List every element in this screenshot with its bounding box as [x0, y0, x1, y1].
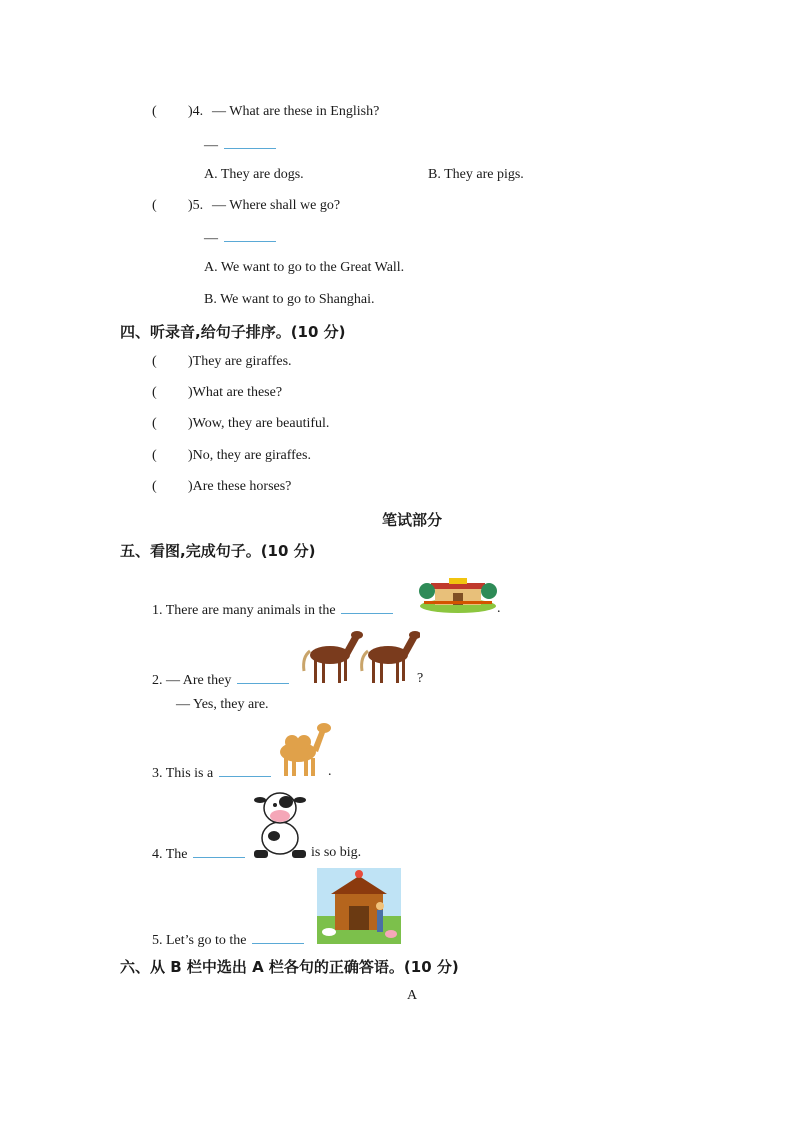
option-b: B. We want to go to Shanghai.	[204, 292, 375, 307]
answer-blank[interactable]	[193, 845, 245, 858]
sentence-end: .	[497, 601, 501, 616]
answer-blank[interactable]	[219, 764, 271, 777]
answer-line: —	[204, 229, 278, 247]
answer-blank[interactable]	[237, 671, 289, 684]
camel-picture	[276, 718, 332, 778]
answer-paren[interactable]: (	[152, 354, 157, 369]
section-title: 六、从 B 栏中选出 A 栏各句的正确答语。(10 分)	[120, 958, 459, 976]
column-a-label: A	[407, 988, 418, 1003]
answer-blank[interactable]	[224, 229, 276, 242]
sentence-end: is so big.	[311, 845, 362, 860]
answer-blank[interactable]	[224, 136, 276, 149]
question-number: )5.	[188, 198, 204, 213]
sentence-end: ?	[417, 671, 424, 686]
section-title: 四、听录音,给句子排序。(10 分)	[120, 323, 346, 341]
list-item: )Are these horses?	[188, 479, 292, 494]
question-text: — What are these in English?	[212, 104, 380, 119]
sentence-end: .	[328, 764, 332, 779]
reply-text: — Yes, they are.	[176, 697, 269, 712]
horses-picture	[300, 627, 420, 685]
answer-paren[interactable]: (	[152, 198, 157, 213]
answer-paren[interactable]: (	[152, 104, 157, 119]
sentence-4: 4. The	[152, 845, 247, 863]
answer-paren[interactable]: (	[152, 448, 157, 463]
question-number: )4.	[188, 104, 204, 119]
list-item: )They are giraffes.	[188, 354, 292, 369]
answer-paren[interactable]: (	[152, 479, 157, 494]
option-a: A. We want to go to the Great Wall.	[204, 260, 405, 275]
list-item: )Wow, they are beautiful.	[188, 416, 330, 431]
answer-paren[interactable]: (	[152, 385, 157, 400]
zoo-picture	[419, 575, 497, 613]
part-title: 笔试部分	[382, 511, 443, 529]
answer-line: —	[204, 136, 278, 154]
option-b: B. They are pigs.	[428, 167, 524, 182]
option-a: A. They are dogs.	[204, 167, 304, 182]
question-text: — Where shall we go?	[212, 198, 341, 213]
list-item: )No, they are giraffes.	[188, 448, 311, 463]
sentence-3: 3. This is a	[152, 764, 273, 782]
list-item: )What are these?	[188, 385, 283, 400]
cow-picture	[248, 786, 312, 860]
answer-blank[interactable]	[252, 931, 304, 944]
answer-blank[interactable]	[341, 601, 393, 614]
sentence-1: 1. There are many animals in the	[152, 601, 395, 619]
section-title: 五、看图,完成句子。(10 分)	[120, 542, 316, 560]
sentence-2: 2. — Are they	[152, 671, 291, 689]
answer-paren[interactable]: (	[152, 416, 157, 431]
farm-picture	[317, 868, 401, 944]
sentence-5: 5. Let’s go to the	[152, 931, 306, 949]
